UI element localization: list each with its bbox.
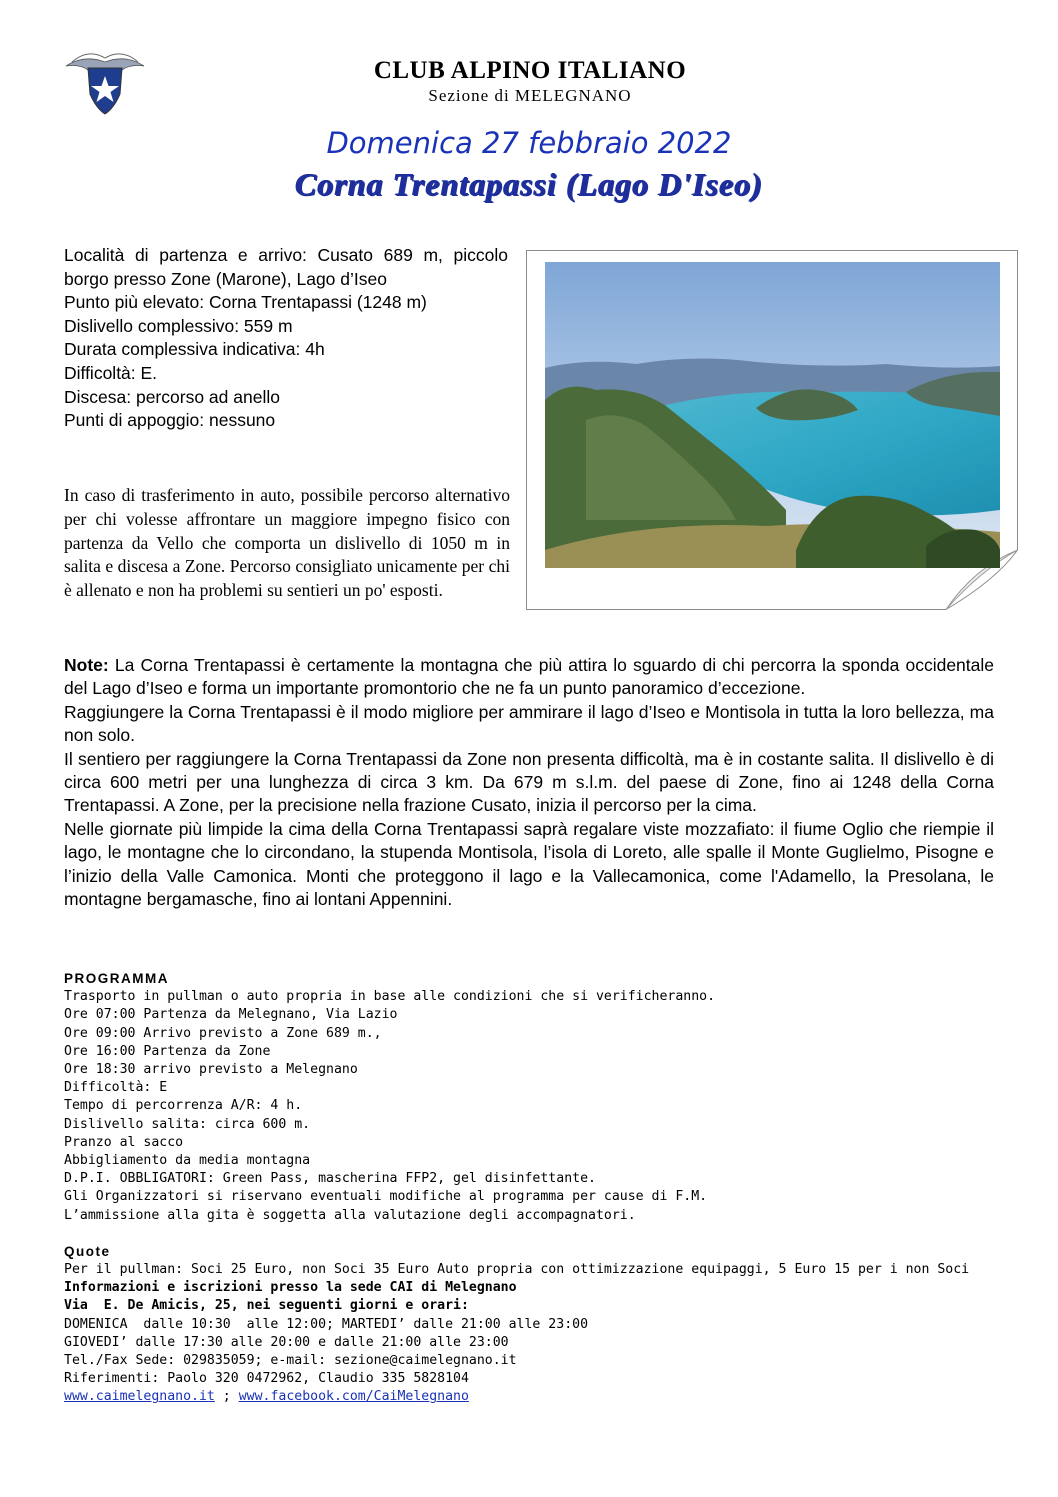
notes-paragraph-3: Il sentiero per raggiungere la Corna Trentapassi da Zone non presenta difficoltà, ma è in costante salita. Il dislivello è di circa 600 metri per una lunghezza di circa 3 km. Da 679 m s.l.m. del paese di Zone, fino ai 1248 della Corna Trentapassi. A Zone, per la precisione nella frazione Cusato, inizia il percorso per la cima. (64, 748, 994, 816)
program-line: Pranzo al sacco (64, 1134, 184, 1150)
fact-highest-point: Punto più elevato: Corna Trentapassi (1248 m) (64, 292, 427, 313)
fact-descent: Discesa: percorso ad anello (64, 386, 280, 407)
website-link[interactable]: www.caimelegnano.it (64, 1389, 215, 1405)
program-line: Abbigliamento da media montagna (64, 1153, 311, 1169)
program-line: Dislivello salita: circa 600 m. (64, 1116, 311, 1132)
notes-paragraph-2: Raggiungere la Corna Trentapassi è il modo migliore per ammirare il lago d’Iseo e Montisola in tutta la loro bellezza, ma non solo. (64, 701, 994, 746)
fact-support-points: Punti di appoggio: nessuno (64, 410, 276, 431)
info-heading: Informazioni e iscrizioni presso la sede CAI di Melegnano (64, 1280, 517, 1296)
event-date: Domenica 27 febbraio 2022 (326, 126, 732, 160)
program-line: Tempo di percorrenza A/R: 4 h. (64, 1098, 303, 1114)
program-line: Ore 07:00 Partenza da Melegnano, Via Lazio (64, 1007, 398, 1023)
notes-section (64, 654, 994, 911)
notes-paragraph-1 (64, 654, 994, 701)
info-address: Via E. De Amicis, 25, nei seguenti giorni e orari: (64, 1298, 469, 1314)
program-heading: PROGRAMMA (64, 971, 169, 986)
program-line: Trasporto in pullman o auto propria in base alle condizioni che si verificheranno. (64, 989, 716, 1005)
notes-paragraph-4: Nelle giornate più limpide la cima della Corna Trentapassi saprà regalare viste mozzafiato: il fiume Oglio che riempie il lago, le montagne che lo circondano, la stupenda Montisola, l’isola di Loreto, alle spalle il Monte Guglielmo, Pisogne e l’inizio della Valle Camonica. Monti che proteggono il lago e la Vallecamonica, come l'Adamello, la Presolana, le montagne bergamasche, fino ai lontani Appennini. (64, 818, 994, 910)
quote-heading: Quote (64, 1243, 111, 1259)
program-line: Ore 18:30 arrivo previsto a Melegnano (64, 1062, 358, 1078)
link-separator: ; (214, 1389, 239, 1405)
program-line: Ore 16:00 Partenza da Zone (64, 1043, 271, 1059)
links-row (64, 1388, 1004, 1406)
event-title: Corna Trentapassi (Lago D'Iseo) (294, 166, 764, 202)
notes-label: Note: (64, 655, 109, 675)
intro-paragraph: In caso di trasferimento in auto, possibile percorso alternativo per chi volesse affrontare un maggiore impegno fisico con partenza da Vello che comporta un dislivello di 1050 m in salita e discesa a Zone. Percorso consigliato unicamente per chi è allenato e non ha problemi su sentieri un po' esposti. (64, 485, 510, 601)
trip-facts (64, 244, 508, 433)
fact-difficulty: Difficoltà: E. (64, 362, 158, 383)
fact-duration: Durata complessiva indicativa: 4h (64, 339, 325, 360)
cai-logo (64, 44, 146, 116)
quote-text: Per il pullman: Soci 25 Euro, non Soci 35 Euro Auto propria con ottimizzazione equipaggi, 5 Euro 15 per i non Soci (64, 1262, 970, 1278)
org-name: CLUB ALPINO ITALIANO (373, 57, 687, 84)
notes-text-1: La Corna Trentapassi è certamente la montagna che più attira lo sguardo di chi percorra la sponda occidentale del Lago d’Iseo e forma un importante promontorio che ne fa un punto panoramico d’eccezione. (64, 655, 994, 699)
program-line: Ore 09:00 Arrivo previsto a Zone 689 m., (64, 1025, 382, 1041)
opening-hours-2: GIOVEDI’ dalle 17:30 alle 20:00 e dalle 21:00 alle 23:00 (64, 1334, 509, 1350)
opening-hours-1: DOMENICA dalle 10:30 alle 12:00; MARTEDI’ dalle 21:00 alle 23:00 (64, 1316, 589, 1332)
program-section (64, 970, 1004, 1407)
references: Riferimenti: Paolo 320 0472962, Claudio 335 5828104 (64, 1371, 469, 1387)
contact-info: Tel./Fax Sede: 029835059; e-mail: sezione@caimelegnano.it (64, 1353, 517, 1369)
lake-photo (526, 250, 1018, 610)
program-line: D.P.I. OBBLIGATORI: Green Pass, mascherina FFP2, gel disinfettante. (64, 1171, 596, 1187)
fact-elevation-gain: Dislivello complessivo: 559 m (64, 315, 293, 336)
program-line: Difficoltà: E (64, 1080, 168, 1096)
facebook-link[interactable]: www.facebook.com/CaiMelegnano (238, 1389, 469, 1405)
org-section: Sezione di MELEGNANO (428, 86, 632, 105)
program-line: Gli Organizzatori si riservano eventuali modifiche al programma per cause di F.M. (64, 1189, 708, 1205)
program-line: L’ammissione alla gita è soggetta alla valutazione degli accompagnatori. (64, 1207, 636, 1223)
fact-start: Località di partenza e arrivo: Cusato 689 m, piccolo borgo presso Zone (Marone), Lago d’Iseo (64, 245, 508, 289)
